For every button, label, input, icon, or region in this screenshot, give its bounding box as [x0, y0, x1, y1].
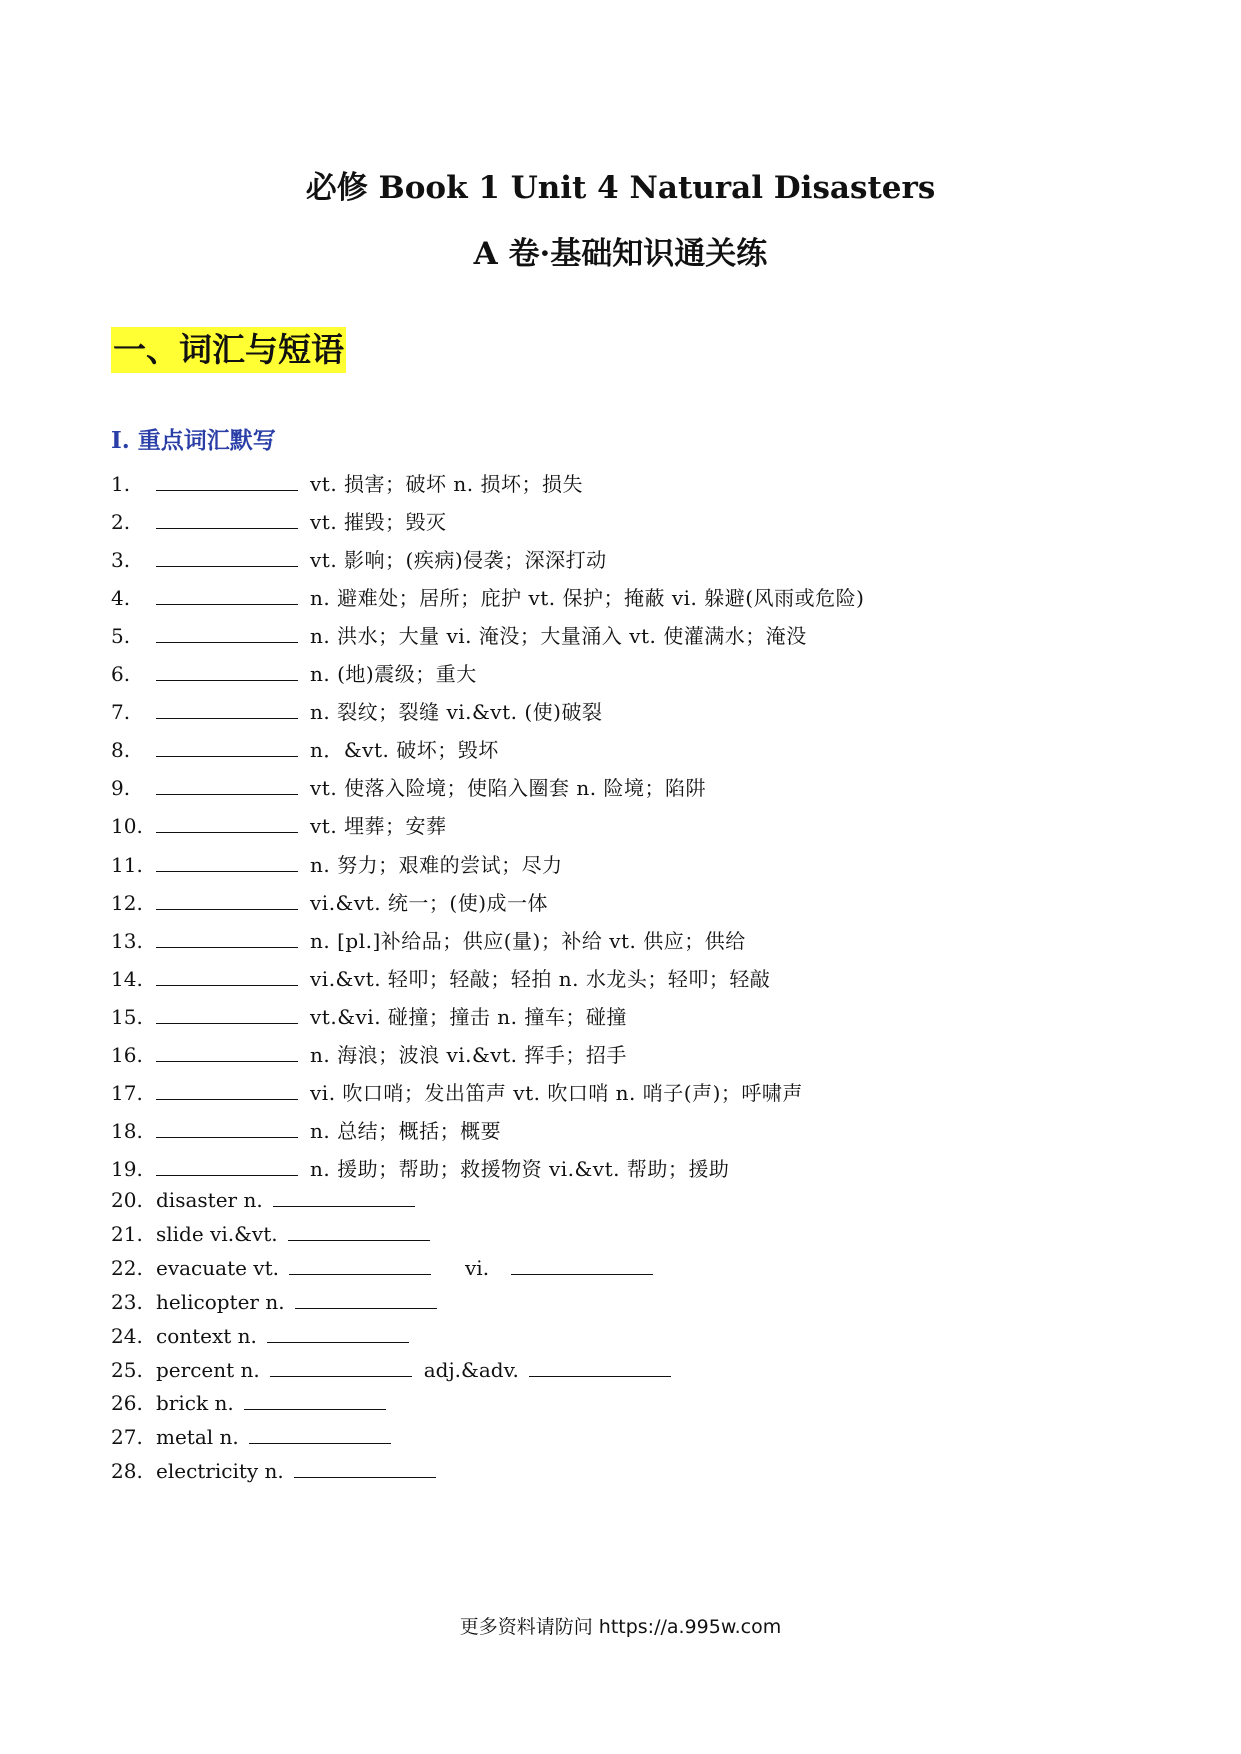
item-number: 28.: [111, 1459, 143, 1484]
vocab-item: [111, 773, 706, 803]
item-definition: n. 裂纹；裂缝 vi.&vt. (使)破裂: [310, 700, 603, 725]
vocab-item: [111, 964, 770, 994]
item-number: 25.: [111, 1357, 143, 1382]
answer-blank-second[interactable]: [529, 1358, 671, 1377]
answer-blank[interactable]: [156, 967, 298, 986]
item-definition: vt. 埋葬；安葬: [310, 814, 447, 839]
item-definition: n. 援助；帮助；救援物资 vi.&vt. 帮助；援助: [310, 1156, 730, 1181]
vocab-item: [111, 545, 607, 575]
answer-blank[interactable]: [156, 1119, 298, 1138]
item-number: 22.: [111, 1255, 143, 1280]
item-definition: vt.&vi. 碰撞；撞击 n. 撞车；碰撞: [310, 1004, 627, 1029]
answer-blank[interactable]: [156, 472, 298, 491]
item-word: context n.: [156, 1323, 257, 1348]
item-definition: n. (地)震级；重大: [310, 662, 477, 687]
answer-blank[interactable]: [156, 624, 298, 643]
item-second-pos: adj.&adv.: [423, 1357, 519, 1382]
vocab-item: [111, 697, 602, 727]
item-number: 3.: [111, 548, 131, 573]
item-number: 11.: [111, 852, 143, 877]
vocab-item: [111, 1002, 627, 1032]
vocab-item: [111, 1253, 665, 1283]
item-number: 18.: [111, 1118, 143, 1143]
item-number: 6.: [111, 662, 131, 687]
vocab-item: [111, 1456, 448, 1486]
item-number: 24.: [111, 1323, 143, 1348]
footer-note: 更多资料请防问 https://a.995w.com: [459, 1616, 782, 1638]
answer-blank[interactable]: [156, 929, 298, 948]
vocab-item: [111, 1040, 627, 1070]
vocab-item: [111, 1355, 683, 1385]
answer-blank[interactable]: [267, 1324, 409, 1343]
vocab-item: [111, 583, 864, 613]
answer-blank[interactable]: [156, 586, 298, 605]
item-definition: n. 海浪；波浪 vi.&vt. 挥手；招手: [310, 1042, 627, 1067]
item-definition: n. [pl.]补给品；供应(量)；补给 vt. 供应；供给: [310, 928, 746, 953]
vocab-item: [111, 1185, 427, 1215]
item-number: 1.: [111, 472, 131, 496]
item-definition: n. 总结；概括；概要: [310, 1118, 502, 1143]
vocab-item: [111, 850, 563, 880]
item-word: electricity n.: [156, 1459, 284, 1484]
item-word: disaster n.: [156, 1188, 263, 1212]
answer-blank[interactable]: [249, 1425, 391, 1444]
answer-blank[interactable]: [156, 776, 298, 795]
answer-blank[interactable]: [294, 1459, 436, 1478]
answer-blank[interactable]: [244, 1391, 386, 1410]
answer-blank[interactable]: [156, 814, 298, 833]
item-definition: n. 洪水；大量 vi. 淹没；大量涌入 vt. 使灌满水；淹没: [310, 624, 807, 649]
answer-blank[interactable]: [156, 510, 298, 529]
document-title: 必修 Book 1 Unit 4 Natural Disasters: [305, 170, 936, 206]
answer-blank[interactable]: [295, 1290, 437, 1309]
item-word: evacuate vt.: [156, 1255, 279, 1280]
item-number: 21.: [111, 1221, 143, 1246]
answer-blank[interactable]: [156, 1081, 298, 1100]
item-number: 23.: [111, 1289, 143, 1314]
item-number: 12.: [111, 890, 143, 915]
vocab-item: [111, 1321, 421, 1351]
answer-blank[interactable]: [156, 548, 298, 567]
document-subtitle: A 卷·基础知识通关练: [473, 236, 768, 272]
item-number: 14.: [111, 966, 143, 991]
item-number: 5.: [111, 624, 131, 649]
answer-blank-second[interactable]: [511, 1256, 653, 1275]
vocab-item: [111, 1116, 501, 1146]
vocab-item: [111, 1287, 449, 1317]
item-word: brick n.: [156, 1391, 234, 1416]
vocab-item: [111, 1388, 398, 1418]
subsection-heading-key-words: I. 重点词汇默写: [111, 427, 276, 454]
vocab-item: [111, 659, 477, 689]
item-second-pos: vi.: [465, 1255, 490, 1280]
vocab-item: [111, 1078, 803, 1108]
vocab-item: [111, 888, 548, 918]
answer-blank[interactable]: [156, 1157, 298, 1176]
vocab-item: [111, 1154, 729, 1184]
answer-blank[interactable]: [288, 1222, 430, 1241]
vocab-item: [111, 735, 499, 765]
answer-blank[interactable]: [156, 1005, 298, 1024]
answer-blank[interactable]: [156, 891, 298, 910]
item-number: 27.: [111, 1425, 143, 1450]
vocab-item: [111, 507, 447, 537]
answer-blank[interactable]: [273, 1188, 415, 1207]
section-heading-vocabulary: 一、词汇与短语: [111, 327, 346, 373]
item-word: percent n.: [156, 1357, 260, 1382]
item-definition: vt. 摧毁；毁灭: [310, 510, 447, 535]
item-definition: vi.&vt. 统一；(使)成一体: [310, 890, 549, 915]
item-word: metal n.: [156, 1425, 239, 1450]
vocab-item: [111, 1422, 403, 1452]
item-definition: vi.&vt. 轻叩；轻敲；轻拍 n. 水龙头；轻叩；轻敲: [310, 966, 771, 991]
item-definition: n．&vt. 破坏；毁坏: [310, 738, 499, 763]
item-number: 15.: [111, 1004, 143, 1029]
answer-blank[interactable]: [156, 700, 298, 719]
vocab-item: [111, 621, 807, 651]
answer-blank[interactable]: [156, 662, 298, 681]
item-definition: vt. 损害；破坏 n. 损坏；损失: [310, 472, 584, 496]
answer-blank[interactable]: [156, 738, 298, 757]
item-number: 16.: [111, 1042, 143, 1067]
item-number: 26.: [111, 1391, 143, 1416]
item-definition: vt. 影响；(疾病)侵袭；深深打动: [310, 548, 607, 573]
item-definition: vt. 使落入险境；使陷入圈套 n. 险境；陷阱: [310, 776, 707, 801]
item-number: 19.: [111, 1156, 143, 1181]
item-word: slide vi.&vt.: [156, 1221, 278, 1246]
item-number: 9.: [111, 776, 131, 801]
item-definition: vi. 吹口哨；发出笛声 vt. 吹口哨 n. 哨子(声)；呼啸声: [310, 1080, 803, 1105]
vocab-item: [111, 469, 583, 499]
item-number: 2.: [111, 510, 131, 535]
item-number: 4.: [111, 586, 131, 611]
item-number: 7.: [111, 700, 131, 725]
item-definition: n. 努力；艰难的尝试；尽力: [310, 852, 563, 877]
vocab-item: [111, 1219, 442, 1249]
item-definition: n. 避难处；居所；庇护 vt. 保护；掩蔽 vi. 躲避(风雨或危险): [310, 586, 865, 611]
item-word: helicopter n.: [156, 1289, 285, 1314]
item-number: 20.: [111, 1188, 143, 1212]
answer-blank[interactable]: [270, 1358, 412, 1377]
item-number: 17.: [111, 1080, 143, 1105]
answer-blank[interactable]: [156, 1043, 298, 1062]
answer-blank[interactable]: [289, 1256, 431, 1275]
vocab-item: [111, 811, 447, 841]
item-number: 10.: [111, 814, 143, 839]
vocab-item: [111, 926, 746, 956]
item-number: 8.: [111, 738, 131, 763]
item-number: 13.: [111, 928, 143, 953]
answer-blank[interactable]: [156, 853, 298, 872]
